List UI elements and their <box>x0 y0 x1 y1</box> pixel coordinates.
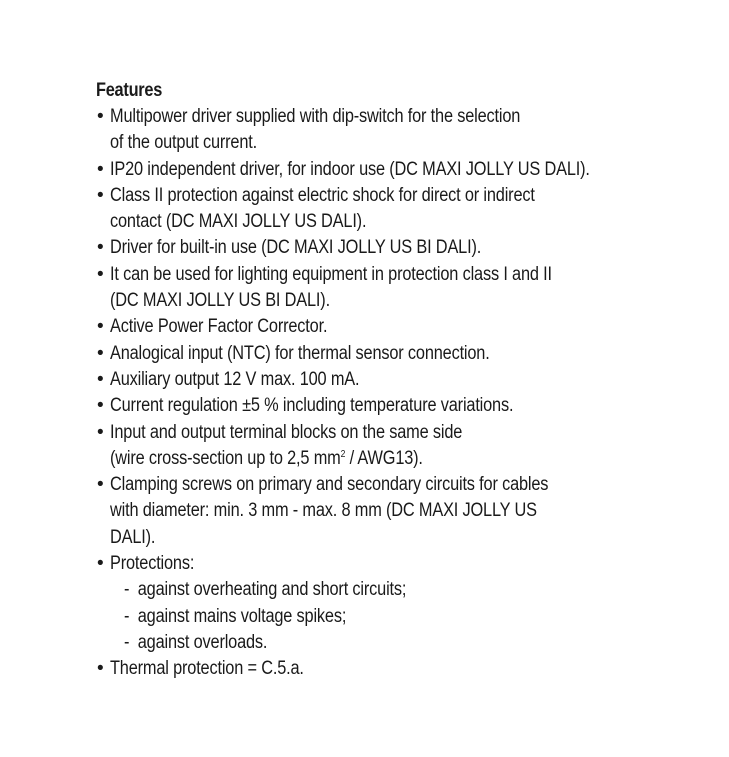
feature-text-line: IP20 independent driver, for indoor use (DC MAXI JOLLY US DALI). <box>110 158 590 180</box>
feature-text-line: Protections: <box>110 553 195 575</box>
wire-section-text: (wire cross-section up to 2,5 mm <box>110 447 341 469</box>
feature-text-line: (DC MAXI JOLLY US BI DALI). <box>110 290 330 312</box>
feature-item-ip20 <box>96 157 696 183</box>
feature-text-line: Active Power Factor Corrector. <box>110 316 328 338</box>
feature-text-line: Class II protection against electric shock for direct or indirect <box>110 184 535 206</box>
feature-item-current-regulation <box>96 393 696 419</box>
bullet-icon: • <box>97 658 104 680</box>
feature-text-line: contact (DC MAXI JOLLY US DALI). <box>110 211 367 233</box>
bullet-icon: • <box>97 395 104 417</box>
bullet-icon: • <box>97 421 104 443</box>
feature-text-line: of the output current. <box>110 132 258 154</box>
feature-text-line: Multipower driver supplied with dip-switch for the selection <box>110 106 521 127</box>
feature-text-line: Current regulation ±5 % including temperature variations. <box>110 395 514 417</box>
feature-item-protections <box>96 551 696 656</box>
sub-item-text: against mains voltage spikes; <box>137 605 347 627</box>
feature-item-terminal-blocks <box>96 420 696 473</box>
features-heading: Features <box>96 80 163 101</box>
protection-sub-item <box>110 630 696 656</box>
feature-text-line: It can be used for lighting equipment in protection class I and II <box>110 263 552 285</box>
features-list <box>96 104 696 683</box>
dash-icon: - <box>124 579 130 601</box>
feature-text-line: Thermal protection = C.5.a. <box>110 658 304 680</box>
feature-text-line: Input and output terminal blocks on the same side <box>110 421 463 443</box>
dash-icon: - <box>124 631 130 653</box>
protections-sub-list <box>110 577 696 656</box>
wire-section-suffix: / AWG13). <box>345 447 423 469</box>
bullet-icon: • <box>97 368 104 390</box>
protection-sub-item <box>110 577 696 603</box>
feature-text-line: DALI). <box>110 526 156 548</box>
feature-text-line: Auxiliary output 12 V max. 100 mA. <box>110 368 360 390</box>
features-section <box>96 78 696 683</box>
feature-item-class-ii <box>96 183 696 236</box>
feature-text-line: Driver for built-in use (DC MAXI JOLLY US BI DALI). <box>110 237 482 259</box>
feature-item-auxiliary-output <box>96 367 696 393</box>
bullet-icon: • <box>97 553 104 575</box>
feature-text-line: Analogical input (NTC) for thermal sensor connection. <box>110 342 490 364</box>
squared-superscript: 2 <box>340 448 346 460</box>
feature-item-pfc <box>96 314 696 340</box>
sub-item-text: against overloads. <box>137 631 268 653</box>
feature-text-line: Clamping screws on primary and secondary circuits for cables <box>110 474 549 496</box>
feature-item-thermal-protection <box>96 656 696 682</box>
bullet-icon: • <box>97 316 104 338</box>
dash-icon: - <box>124 605 130 627</box>
feature-item-clamping-screws <box>96 472 696 551</box>
bullet-icon: • <box>97 106 104 127</box>
feature-item-built-in <box>96 235 696 261</box>
bullet-icon: • <box>97 237 104 259</box>
feature-text-line: with diameter: min. 3 mm - max. 8 mm (DC MAXI JOLLY US <box>110 500 537 522</box>
sub-item-text: against overheating and short circuits; <box>137 579 407 601</box>
wire-section-line <box>110 446 614 472</box>
feature-item-multipower <box>96 104 696 157</box>
bullet-icon: • <box>97 184 104 206</box>
feature-item-protection-class <box>96 262 696 315</box>
bullet-icon: • <box>97 263 104 285</box>
feature-item-ntc <box>96 341 696 367</box>
bullet-icon: • <box>97 342 104 364</box>
bullet-icon: • <box>97 474 104 496</box>
protection-sub-item <box>110 604 696 630</box>
bullet-icon: • <box>97 158 104 180</box>
